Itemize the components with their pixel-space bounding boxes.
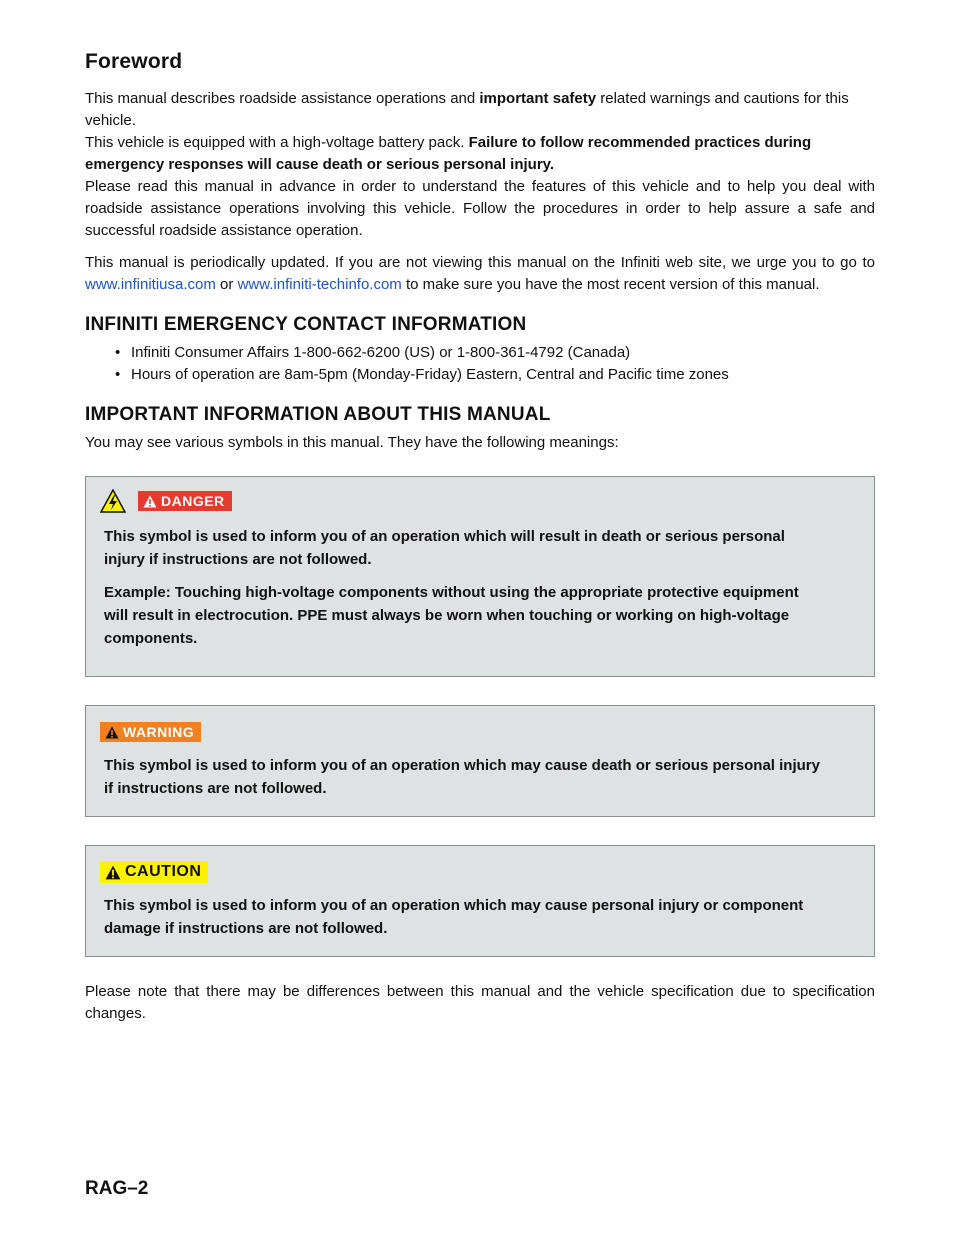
- page-content: [85, 50, 875, 1025]
- danger-box: [85, 476, 875, 677]
- list-item: • Infiniti Consumer Affairs 1-800-662-6200 (US) or 1-800-361-4792 (Canada): [115, 344, 631, 361]
- page-title: Foreword: [85, 50, 183, 73]
- closing-note: Please note that there may be differences between this manual and the vehicle specification due to specification changes.: [85, 983, 875, 1022]
- important-heading: IMPORTANT INFORMATION ABOUT THIS MANUAL: [85, 404, 551, 425]
- important-intro: You may see various symbols in this manual. They have the following meanings:: [85, 434, 619, 451]
- alert-triangle-icon: [143, 495, 157, 508]
- danger-text: This symbol is used to inform you of an operation which will result in death or serious personal injury if instructions are not followed.: [104, 528, 785, 568]
- foreword-paragraph-2: This vehicle is equipped with a high-voltage battery pack. Failure to follow recommended practices during emergency responses will cause death or serious personal injury.: [85, 134, 812, 173]
- caution-text: This symbol is used to inform you of an operation which may cause personal injury or component damage if instructions are not followed.: [104, 897, 804, 937]
- high-voltage-icon: [100, 489, 126, 513]
- foreword-paragraph-3: Please read this manual in advance in order to understand the features of this vehicle and to help you deal with roadside assistance operations involving this vehicle. Follow the procedures in order to help assure a safe and successful roadside assistance operation.: [85, 178, 875, 239]
- warning-box: [85, 705, 875, 817]
- list-item: • Hours of operation are 8am-5pm (Monday-Friday) Eastern, Central and Pacific time zones: [115, 366, 729, 383]
- page-number: RAG–2: [85, 1178, 149, 1199]
- danger-label: DANGER: [138, 491, 232, 511]
- infinitiusa-link[interactable]: www.infinitiusa.com: [85, 276, 216, 293]
- contact-heading: INFINITI EMERGENCY CONTACT INFORMATION: [85, 314, 527, 335]
- warning-label: WARNING: [100, 722, 201, 742]
- caution-label: CAUTION: [100, 861, 208, 883]
- infiniti-techinfo-link[interactable]: www.infiniti-techinfo.com: [237, 276, 402, 293]
- contact-list: [85, 342, 875, 386]
- danger-example-text: Example: Touching high-voltage components without using the appropriate protective equipment will result in electrocution. PPE must always be worn when touching or working on high-voltage components.: [104, 584, 799, 647]
- alert-triangle-icon: [105, 726, 119, 739]
- foreword-paragraph-4: This manual is periodically updated. If you are not viewing this manual on the Infiniti web site, we urge you to go to www.infinitiusa.com or www.infiniti-techinfo.com to make sure you have the most recent version of this manual.: [85, 254, 875, 293]
- warning-text: This symbol is used to inform you of an operation which may cause death or serious personal injury if instructions are not followed.: [104, 757, 820, 797]
- alert-triangle-icon: [105, 865, 121, 880]
- caution-box: [85, 845, 875, 957]
- foreword-paragraph-1: This manual describes roadside assistance operations and important safety related warnings and cautions for this vehicle.: [85, 90, 849, 129]
